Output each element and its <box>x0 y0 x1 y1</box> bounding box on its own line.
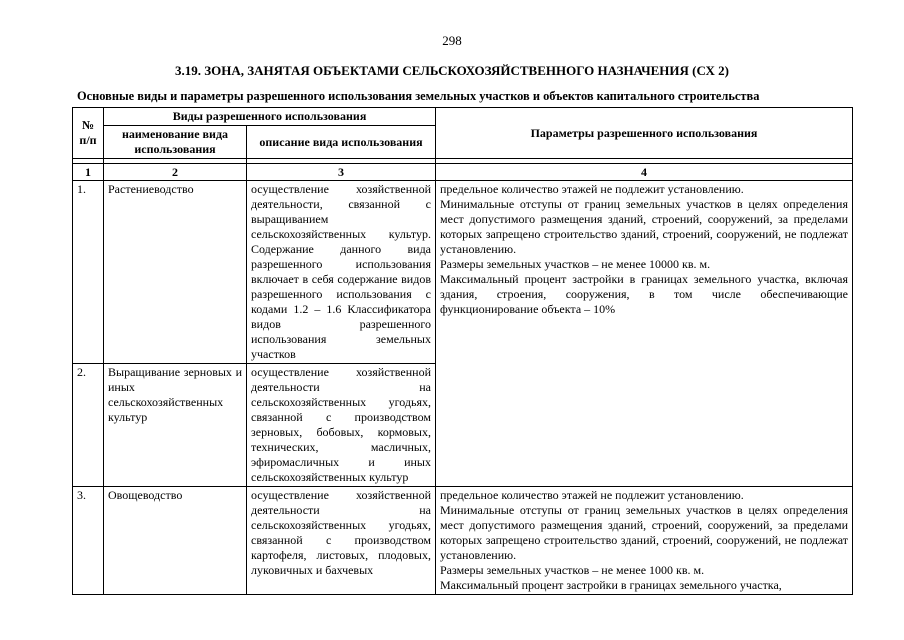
row-description: осуществление хозяйственной деятельности на сельскохозяйственных угодьях, связанной с производством зерновых, бобовых, кормовых, технических, масличных, эфиромасличных и иных сельскохозяйственных культур <box>247 364 436 487</box>
land-use-table <box>72 107 853 595</box>
row-num: 3. <box>73 487 104 595</box>
row-num: 1. <box>73 181 104 364</box>
column-number-row <box>73 164 853 181</box>
param-setbacks: Минимальные отступы от границ земельных участков в целях определения мест допустимого размещения зданий, строений, сооружений, за пределами которых запрещено строительство зданий, строений, сооружений, не подлежат установлению. <box>440 197 848 256</box>
row-name: Овощеводство <box>104 487 247 595</box>
zone-title: 3.19. ЗОНА, ЗАНЯТАЯ ОБЪЕКТАМИ СЕЛЬСКОХОЗЯЙСТВЕННОГО НАЗНАЧЕНИЯ (СХ 2) <box>175 63 729 78</box>
col-number-1: 1 <box>73 164 104 181</box>
table-row <box>73 487 853 595</box>
param-floors: предельное количество этажей не подлежит установлению. <box>440 182 744 196</box>
col-number-2: 2 <box>104 164 247 181</box>
row-params <box>436 181 853 487</box>
row-name: Выращивание зерновых и иных сельскохозяйственных культур <box>104 364 247 487</box>
row-description: осуществление хозяйственной деятельности, связанной с выращиванием сельскохозяйственных культур. Содержание данного вида разрешенного использования включает в себя содержание видов разрешенного использования с кодами 1.2 – 1.6 Классификатора видов разрешенного использования земельных участков <box>247 181 436 364</box>
header-description: описание вида использования <box>247 126 436 159</box>
param-floors: предельное количество этажей не подлежит установлению. <box>440 488 744 502</box>
col-number-4: 4 <box>436 164 853 181</box>
param-coverage: Максимальный процент застройки в границах земельного участка, включая здания, строения, сооружения, в том числе обеспечивающие функционирование объекта – 10% <box>440 272 848 316</box>
row-description: осуществление хозяйственной деятельности на сельскохозяйственных угодьях, связанной с производством картофеля, листовых, плодовых, луковичных и бахчевых <box>247 487 436 595</box>
param-area: Размеры земельных участков – не менее 10000 кв. м. <box>440 257 711 271</box>
col-number-3: 3 <box>247 164 436 181</box>
header-name: наименование вида использования <box>104 126 247 159</box>
page-number: 298 <box>442 33 462 48</box>
header-types-group: Виды разрешенного использования <box>104 108 436 126</box>
row-num: 2. <box>73 364 104 487</box>
param-area: Размеры земельных участков – не менее 1000 кв. м. <box>440 563 705 577</box>
row-params <box>436 487 853 595</box>
table-caption: Основные виды и параметры разрешенного использования земельных участков и объектов капитального строительства <box>77 89 760 103</box>
row-name: Растениеводство <box>104 181 247 364</box>
header-params: Параметры разрешенного использования <box>436 108 853 159</box>
header-num: № п/п <box>73 108 104 159</box>
param-coverage: Максимальный процент застройки в границах земельного участка, <box>440 578 782 592</box>
header-row-1 <box>73 108 853 126</box>
param-setbacks: Минимальные отступы от границ земельных участков в целях определения мест допустимого размещения зданий, строений, сооружений, за пределами которых запрещено строительство зданий, строений, сооружений, не подлежат установлению. <box>440 503 848 562</box>
table-row <box>73 181 853 364</box>
